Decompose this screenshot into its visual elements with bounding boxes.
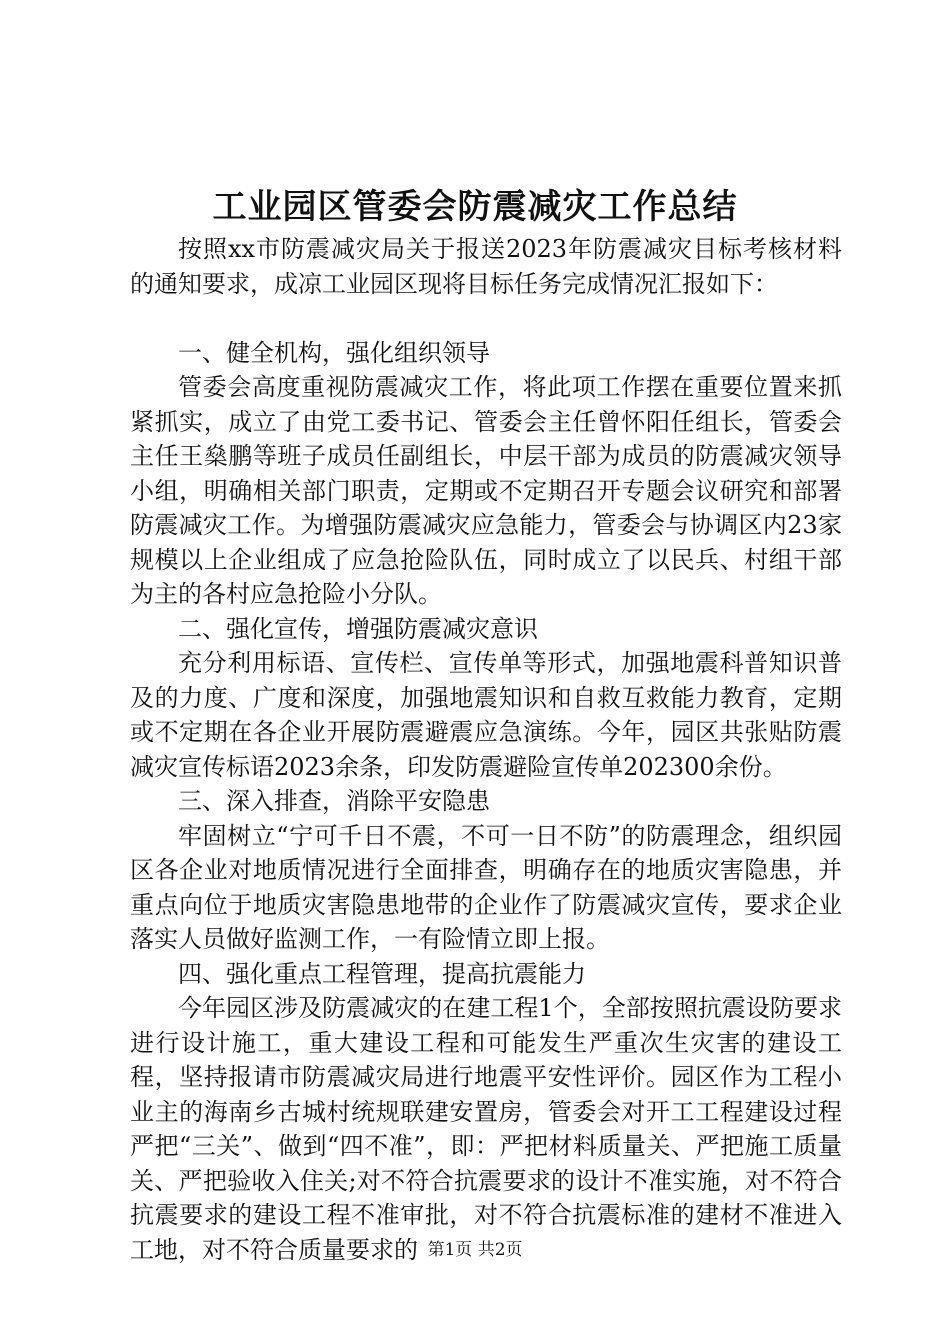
section-1-heading: 一、健全机构，强化组织领导: [178, 338, 490, 367]
section-4-body: 今年园区涉及防震减灾的在建工程1个，全部按照抗震设防要求进行设计施工，重大建设工程和可能发生严重次生灾害的建设工程，坚持报请市防震减灾局进行地震平安性评价。园区作为工程小业主的海南乡古城村统规联建安置房，管委会对开工工程建设过程严把“三关”、做到“四不准”，即：严把材料质量关、严把施工质量关、严把验收入住关;对不符合抗震要求的设计不准实施，对不符合抗震要求的建设工程不准审批，对不符合抗震标准的建材不准进入工地，对不符合质量要求的: [130, 994, 842, 1264]
document-title: 工业园区管委会防震减灾工作总结: [212, 187, 738, 227]
section-3-body: 牢固树立“宁可千日不震，不可一日不防”的防震理念，组织园区各企业对地质情况进行全面排查，明确存在的地质灾害隐患，并重点向位于地质灾害隐患地带的企业作了防震减灾宣传，要求企业落实人员做好监测工作，一有险情立即上报。: [130, 821, 842, 953]
page-number-footer: 第1页 共2页: [427, 1240, 523, 1260]
section-4-heading: 四、强化重点工程管理，提高抗震能力: [178, 959, 586, 988]
intro-paragraph: 按照xx市防震减灾局关于报送2023年防震减灾目标考核材料的通知要求，成凉工业园区现将目标任务完成情况汇报如下：: [130, 235, 842, 298]
document-body: [130, 232, 842, 1267]
section-2-heading: 二、强化宣传，增强防震减灾意识: [178, 614, 538, 643]
section-2-body: 充分利用标语、宣传栏、宣传单等形式，加强地震科普知识普及的力度、广度和深度，加强地震知识和自救互救能力教育，定期或不定期在各企业开展防震避震应急演练。今年，园区共张贴防震减灾宣传标语2023余条，印发防震避险宣传单202300余份。: [130, 649, 842, 781]
section-3-heading: 三、深入排查，消除平安隐患: [178, 787, 490, 815]
section-1-body: 管委会高度重视防震减灾工作，将此项工作摆在重要位置来抓紧抓实，成立了由党工委书记、管委会主任曾怀阳任组长，管委会主任王燊鹏等班子成员任副组长，中层干部为成员的防震减灾领导小组，明确相关部门职责，定期或不定期召开专题会议研究和部署防震减灾工作。为增强防震减灾应急能力，管委会与协调区内23家规模以上企业组成了应急抢险队伍，同时成立了以民兵、村组干部为主的各村应急抢险小分队。: [130, 373, 842, 608]
